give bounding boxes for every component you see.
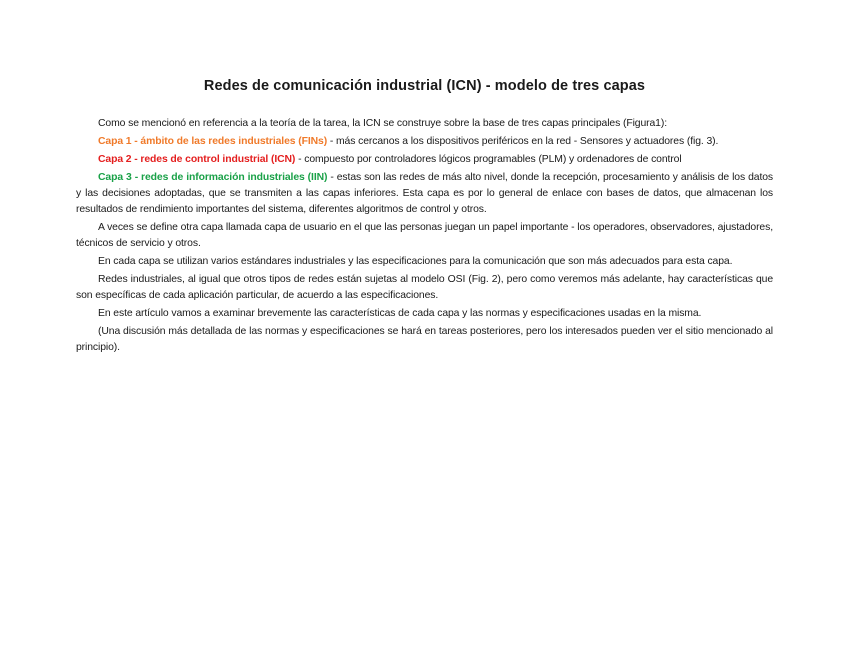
layer1-paragraph xyxy=(76,134,773,150)
page-title: Redes de comunicación industrial (ICN) - modelo de tres capas xyxy=(203,78,646,94)
layer2-label: Capa 2 - redes de control industrial (ICN) xyxy=(98,154,296,165)
layer1-label: Capa 1 - ámbito de las redes industriales (FINs) xyxy=(98,136,328,147)
layer3-paragraph xyxy=(76,170,773,218)
osi-paragraph: Redes industriales, al igual que otros tipos de redes están sujetas al modelo OSI (Fig. 2), pero como veremos más adelante, hay características que son específicas de cada aplicación particular, de acuerdo a las especificaciones. xyxy=(76,274,773,301)
layer1-text: - más cercanos a los dispositivos periféricos en la red - Sensores y actuadores (fig. 3). xyxy=(327,136,719,147)
user-layer-paragraph: A veces se define otra capa llamada capa de usuario en el que las personas juegan un papel importante - los operadores, observadores, ajustadores, técnicos de servicio y otros. xyxy=(76,222,773,249)
intro-paragraph: Como se mencionó en referencia a la teoría de la tarea, la ICN se construye sobre la base de tres capas principales (Figura1): xyxy=(98,118,667,129)
article-scope-paragraph: En este artículo vamos a examinar brevemente las características de cada capa y las normas y especificaciones usadas en la misma. xyxy=(98,308,702,319)
layer3-label: Capa 3 - redes de información industriales (IIN) xyxy=(98,172,328,183)
further-discussion-paragraph: (Una discusión más detallada de las normas y especificaciones se hará en tareas posteriores, pero los interesados pueden ver el sitio mencionado al principio). xyxy=(76,326,773,353)
layer2-text: - compuesto por controladores lógicos programables (PLM) y ordenadores de control xyxy=(295,154,682,165)
layer2-paragraph xyxy=(76,152,773,168)
layer3-text: - estas son las redes de más alto nivel, donde la recepción, procesamiento y análisis de los datos y las decisiones adoptadas, que se transmiten a las capas inferiores. Esta capa es por lo general de enlace con bases de datos, que almacenan los resultados de rendimiento importantes del sistema, diferentes algoritmos de control y otros. xyxy=(76,172,774,215)
document-page xyxy=(76,78,773,358)
standards-paragraph: En cada capa se utilizan varios estándares industriales y las especificaciones para la comunicación que son más adecuados para esta capa. xyxy=(98,256,733,267)
